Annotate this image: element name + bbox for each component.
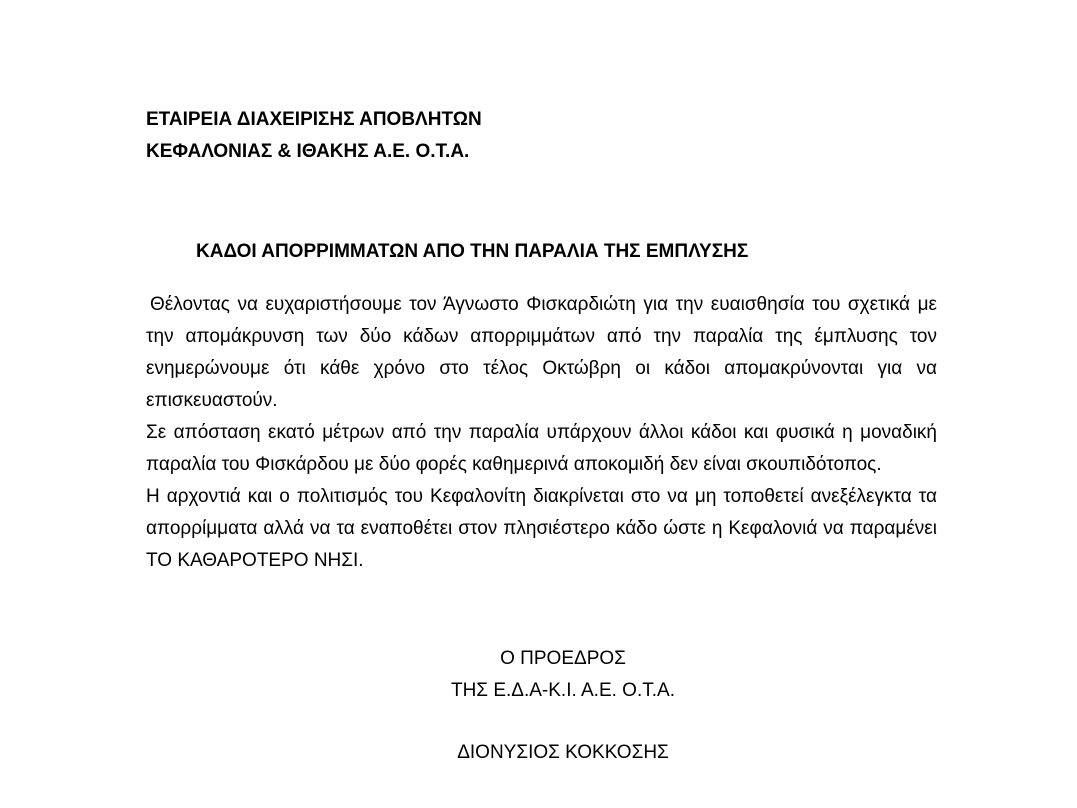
document-body	[146, 289, 937, 577]
organization-header	[146, 104, 482, 168]
signature-block	[400, 643, 726, 769]
paragraph-other-bins: Σε απόσταση εκατό μέτρων από την παραλία υπάρχουν άλλοι κάδοι και φυσικά η μοναδική παραλία του Φισκάρδου με δύο φορές καθημερινά αποκομιδή δεν είναι σκουπιδότοπος.	[146, 422, 937, 475]
org-name-line-2: ΚΕΦΑΛΟΝΙΑΣ & ΙΘΑΚΗΣ Α.Ε. Ο.Τ.Α.	[146, 141, 470, 162]
signature-name: ΔΙΟΝΥΣΙΟΣ ΚΟΚΚΟΣΗΣ	[457, 742, 669, 763]
signature-role: Ο ΠΡΟΕΔΡΟΣ	[500, 648, 626, 669]
paragraph-civility: Η αρχοντιά και ο πολιτισμός του Κεφαλονίτη διακρίνεται στο να μη τοποθετεί ανεξέλεγκτα τα απορρίμματα αλλά να τα εναποθέτει στον πλησιέστερο κάδο ώστε η Κεφαλονιά να παραμένει ΤΟ ΚΑΘΑΡΟΤΕΡΟ ΝΗΣΙ.	[146, 486, 937, 571]
paragraph-thanks: Θέλοντας να ευχαριστήσουμε τον Άγνωστο Φισκαρδιώτη για την ευαισθησία του σχετικά με την απομάκρυνση των δύο κάδων απορριμμάτων από την παραλία της έμπλυσης τον ενημερώνουμε ότι κάθε χρόνο στο τέλος Οκτώβρη οι κάδοι απομακρύνονται για να επισκευαστούν.	[146, 294, 937, 411]
org-name-line-1: ΕΤΑΙΡΕΙΑ ΔΙΑΧΕΙΡΙΣΗΣ ΑΠΟΒΛΗΤΩΝ	[146, 109, 482, 130]
signature-organization: ΤΗΣ Ε.Δ.Α-Κ.Ι. Α.Ε. Ο.Τ.Α.	[450, 680, 675, 701]
document-title: ΚΑΔΟΙ ΑΠΟΡΡΙΜΜΑΤΩΝ ΑΠΟ ΤΗΝ ΠΑΡΑΛΙΑ ΤΗΣ ΕΜΠΛΥΣΗΣ	[196, 241, 749, 262]
